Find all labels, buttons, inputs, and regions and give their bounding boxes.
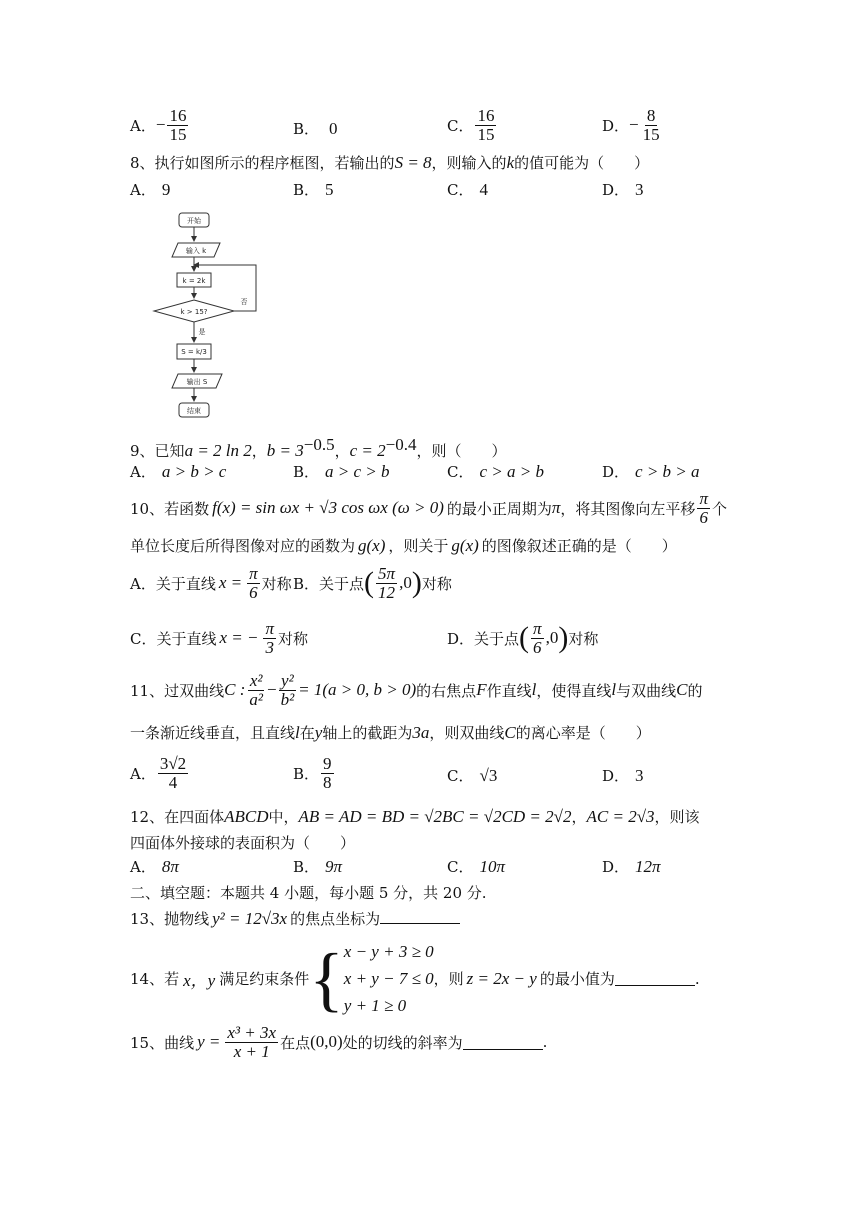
q7-option-c (447, 107, 498, 144)
q8-option-c (447, 179, 488, 200)
constraint-system (344, 938, 434, 1020)
option-letter: D． (602, 858, 630, 876)
option-value: 3 (635, 180, 644, 199)
math-expression: c = 2 (349, 441, 386, 460)
flow-output-assign-label: S = k/3 (181, 348, 207, 356)
flowchart (150, 205, 270, 425)
math-variable: k (506, 153, 515, 172)
option-fraction (158, 755, 188, 792)
answer-blank[interactable] (463, 1035, 543, 1050)
q12-option-c (447, 856, 505, 877)
q9-stem: 9、已知a = 2 ln 2，$b = 3^{-0.5}$，$c = 2^{-0.4}$，则（ ） (130, 435, 507, 460)
flow-yes-label: 是 (198, 328, 206, 336)
math-expression: f(x) = sin ωx + √3 cos ωx (ω > 0) (212, 498, 444, 518)
math-fraction (697, 490, 710, 527)
stem-text: 的右焦点 (416, 681, 477, 700)
denominator: 6 (249, 582, 258, 602)
math-expression: b = 3 (266, 441, 304, 460)
math-expression: C : (224, 680, 246, 700)
numerator: π (249, 564, 258, 583)
option-sign: − (629, 115, 639, 135)
stem-text: 抛物线 (164, 910, 210, 928)
denominator: b² (280, 689, 295, 709)
numerator: 16 (169, 106, 187, 125)
stem-text: ，则 (433, 970, 464, 989)
question-number: 12、 (130, 808, 165, 826)
stem-text: 满足约束条件 (219, 970, 310, 989)
option-fraction (641, 107, 662, 144)
math-expression: AB = AD = BD = √2BC = √2CD = 2√2 (298, 807, 572, 826)
stem-text: 的焦点坐标为 (290, 910, 381, 928)
stem-text: 的值可能为（ ） (514, 154, 650, 172)
denominator: 15 (642, 124, 660, 144)
numerator: x² (249, 671, 263, 690)
flow-input-label: 输入 k (185, 247, 207, 255)
q12-option-d (602, 856, 661, 877)
stem-text: 在 (299, 724, 315, 742)
math-fraction (263, 620, 276, 657)
stem-text: 过双曲线 (164, 681, 225, 700)
stem-text: 中， (268, 808, 299, 826)
option-letter: B． (293, 463, 320, 481)
option-value: a > b > c (161, 462, 227, 481)
math-expression: 3a (412, 723, 430, 742)
constraint-1: x − y + 3 ≥ 0 (343, 942, 434, 961)
option-letter: D． (602, 463, 630, 481)
option-letter: C． (447, 767, 474, 785)
math-expression: (0,0) (310, 1032, 343, 1052)
math-variable: F (476, 680, 487, 700)
stem-text: 的离心率是（ ） (515, 724, 651, 742)
option-text: C．关于直线 (130, 629, 217, 648)
stem-text: 若函数 (164, 499, 210, 518)
constraint-3: y + 1 ≥ 0 (343, 996, 407, 1016)
stem-text: 在点 (280, 1033, 311, 1052)
stem-text: 一条渐近线垂直，且直线 (130, 724, 296, 742)
stem-text: 作直线 (486, 681, 532, 700)
q9-option-c (447, 461, 544, 482)
option-value: √3 (479, 766, 498, 785)
option-text: A．关于直线 (130, 574, 216, 593)
numerator: 3√2 (159, 754, 187, 773)
math-expression: g(x) (451, 536, 479, 555)
q11-option-b (293, 755, 336, 792)
q10-option-c (130, 620, 308, 657)
q9-option-a (130, 461, 226, 482)
option-letter: C． (447, 116, 474, 135)
math-variable: C (504, 723, 516, 742)
math-expression: a = 2 ln 2 (184, 441, 252, 460)
option-letter: A． (130, 463, 156, 481)
q7-option-a (130, 107, 190, 144)
denominator: 6 (533, 637, 542, 657)
option-text: 对称 (421, 574, 452, 593)
math-fraction (247, 565, 260, 602)
option-text: 对称 (568, 629, 599, 648)
math-expression: ,0 (399, 573, 412, 593)
question-number: 10、 (130, 499, 165, 518)
q13-stem (130, 908, 460, 929)
math-variable: l (531, 680, 537, 700)
numerator: π (265, 619, 275, 638)
question-number: 11、 (130, 681, 165, 700)
option-letter: D． (602, 116, 630, 135)
q7-option-b (293, 118, 338, 139)
question-number: 8、 (130, 154, 155, 172)
flow-start-label: 开始 (187, 217, 201, 225)
numerator: π (533, 619, 542, 638)
numerator: 16 (477, 106, 495, 125)
math-fraction (225, 1024, 278, 1061)
stem-text: 已知 (154, 442, 185, 460)
option-fraction (321, 755, 334, 792)
stem-text: 在四面体 (164, 808, 225, 826)
option-letter: B． (293, 764, 320, 783)
stem-text: 个 (711, 499, 727, 518)
section-heading: 二、填空题：本题共 4 小题，每小题 5 分，共 20 分. (130, 884, 487, 902)
stem-text: ，将其图像向左平移 (560, 499, 696, 518)
option-fraction (167, 107, 188, 144)
math-expression: z = 2x − y (466, 968, 537, 988)
math-expression: g(x) (358, 536, 386, 555)
q11-option-c (447, 765, 497, 786)
exponent: −0.4 (385, 435, 417, 454)
denominator: 15 (169, 124, 187, 144)
q12-option-b (293, 856, 342, 877)
stem-text: ，使得直线 (536, 681, 612, 700)
stem-text: ，则（ ） (416, 442, 507, 460)
option-value: 8π (161, 857, 179, 876)
flow-no-label: 否 (240, 298, 248, 306)
q10-option-b: B．关于点 ( $\frac{5\pi}{12}$ ,0 ) 对称 (293, 564, 452, 602)
denominator: 8 (323, 772, 332, 792)
exponent: −0.5 (303, 435, 335, 454)
numerator: 9 (323, 754, 332, 773)
option-letter: B． (293, 120, 320, 138)
numerator: 8 (646, 106, 656, 125)
stem-text: 若 (164, 970, 180, 989)
q9-option-b (293, 461, 390, 482)
q12-stem-line2 (130, 832, 355, 853)
option-value: 5 (325, 180, 334, 199)
option-value: 4 (479, 180, 488, 199)
option-letter: A． (130, 116, 156, 135)
answer-blank[interactable] (615, 971, 695, 986)
numerator: 5π (378, 564, 396, 583)
stem-text: 的最小正周期为 (446, 499, 552, 518)
denominator: 6 (699, 507, 708, 527)
q8-option-a (130, 179, 170, 200)
stem-text: 与双曲线 (616, 681, 677, 700)
q11-stem-line1: 11、 过双曲线 C : $\frac{\text{x²}}{\text{a²}}$ − $\frac{\text{y²}}{\text{b²}}$ = 1(a > 0, b > 0) 的右焦点 F 作直线 l ，使得直线 l 与双曲线 C 的 (130, 671, 703, 709)
q10-option-a (130, 565, 292, 602)
option-letter: D． (602, 767, 630, 785)
option-letter: C． (447, 463, 474, 481)
option-value: 0 (329, 118, 338, 138)
math-expression: ,0 (545, 628, 559, 648)
stem-text: 单位长度后所得图像对应的函数为 (130, 537, 356, 555)
option-text: 对称 (261, 574, 292, 593)
stem-text: ，则输入的 (431, 154, 507, 172)
brace: { (309, 938, 344, 1019)
stem-text: . (542, 1033, 548, 1052)
flow-output-label: 输出 S (186, 378, 208, 386)
q8-stem (130, 152, 649, 173)
numerator: π (699, 489, 708, 508)
stem-text: 处的切线的斜率为 (342, 1033, 463, 1052)
stem-text: 曲线 (164, 1033, 195, 1052)
stem-text: 的 (687, 681, 703, 700)
option-letter: D． (602, 181, 630, 199)
numerator: y² (281, 671, 294, 690)
q8-option-d (602, 179, 644, 200)
denominator: a² (249, 689, 263, 709)
flow-end-label: 结束 (187, 407, 201, 415)
math-fraction (531, 620, 544, 657)
q8-option-b (293, 179, 334, 200)
math-expression: x，y (183, 971, 216, 991)
math-variable: C (676, 680, 688, 700)
math-expression: x = − (219, 628, 259, 648)
option-value: 9 (161, 180, 171, 199)
option-letter: B． (293, 858, 320, 876)
denominator: 4 (168, 772, 178, 792)
q11-stem-line2 (130, 722, 651, 743)
q10-stem-line1 (130, 490, 727, 527)
option-letter: C． (447, 858, 474, 876)
q7-option-d (602, 107, 664, 144)
numerator: x³ + 3x (227, 1023, 277, 1042)
option-text: B．关于点 (293, 574, 365, 593)
math-fraction (279, 672, 297, 709)
math-expression: y² = 12√3x (212, 909, 288, 928)
option-letter: A． (130, 858, 156, 876)
option-value: c > b > a (635, 462, 700, 481)
question-number: 14、 (130, 970, 165, 989)
option-text: D．关于点 (447, 629, 520, 648)
stem-text: ，则双曲线 (429, 724, 505, 742)
math-expression: = 1(a > 0, b > 0) (298, 680, 417, 700)
denominator: 12 (378, 582, 396, 602)
math-fraction (247, 672, 265, 709)
option-letter: C． (447, 181, 474, 199)
denominator: 3 (265, 637, 274, 657)
q15-stem (130, 1024, 547, 1061)
math-expression: ABCD (224, 807, 269, 826)
option-value: 3 (635, 766, 644, 785)
option-value: c > a > b (479, 462, 544, 481)
math-expression: S = 8 (394, 153, 432, 172)
question-number: 13、 (130, 910, 165, 928)
math-expression: y = (197, 1032, 221, 1052)
option-value: a > c > b (325, 462, 390, 481)
math-symbol: π (551, 498, 561, 518)
answer-blank[interactable] (380, 909, 460, 924)
flow-assign-label: k = 2k (182, 277, 206, 285)
question-number: 9、 (130, 442, 155, 460)
denominator: 15 (477, 124, 495, 144)
math-expression: x = (218, 573, 243, 593)
denominator: x + 1 (233, 1041, 270, 1061)
q11-option-d (602, 765, 644, 786)
option-letter: B． (293, 181, 320, 199)
stem-text: 的图像叙述正确的是（ ） (481, 537, 677, 555)
math-variable: y (314, 723, 323, 742)
math-variable: l (295, 723, 300, 742)
q14-stem (130, 938, 700, 1020)
option-value: 12π (635, 857, 661, 876)
option-letter: A． (130, 764, 156, 783)
option-fraction (475, 107, 496, 144)
stem-text: 的最小值为 (539, 970, 615, 989)
flow-decision-label: k > 15? (180, 308, 208, 316)
stem-text: 执行如图所示的程序框图，若输出的 (154, 154, 395, 172)
q10-option-d: D．关于点 ( $\frac{\pi}{6}$ ,0 ) 对称 (447, 619, 599, 657)
stem-text: . (694, 969, 700, 988)
q10-stem-line2 (130, 535, 677, 556)
q11-option-a (130, 755, 190, 792)
option-letter: A． (130, 181, 156, 199)
option-sign: − (155, 115, 166, 135)
question-number: 15、 (130, 1033, 165, 1052)
stem-text: 四面体外接球的表面积为（ ） (130, 834, 356, 852)
q9-option-d (602, 461, 700, 482)
option-text: 对称 (278, 629, 309, 648)
option-value: 10π (479, 857, 506, 876)
math-fraction (376, 565, 397, 602)
math-expression: AC = 2√3 (586, 807, 655, 826)
constraint-2: x + y − 7 ≤ 0 (343, 969, 434, 989)
option-value: 9π (325, 857, 343, 876)
stem-text: ，则该 (654, 808, 700, 826)
stem-text: 轴上的截距为 (322, 724, 413, 742)
q12-stem-line1: 12、在四面体ABCD中，AB = AD = BD = √2BC = √2CD = 2√2，AC = 2√3，则该 (130, 807, 700, 826)
stem-text: ，则关于 (388, 537, 449, 555)
q12-option-a (130, 856, 179, 877)
math-variable: l (611, 680, 617, 700)
